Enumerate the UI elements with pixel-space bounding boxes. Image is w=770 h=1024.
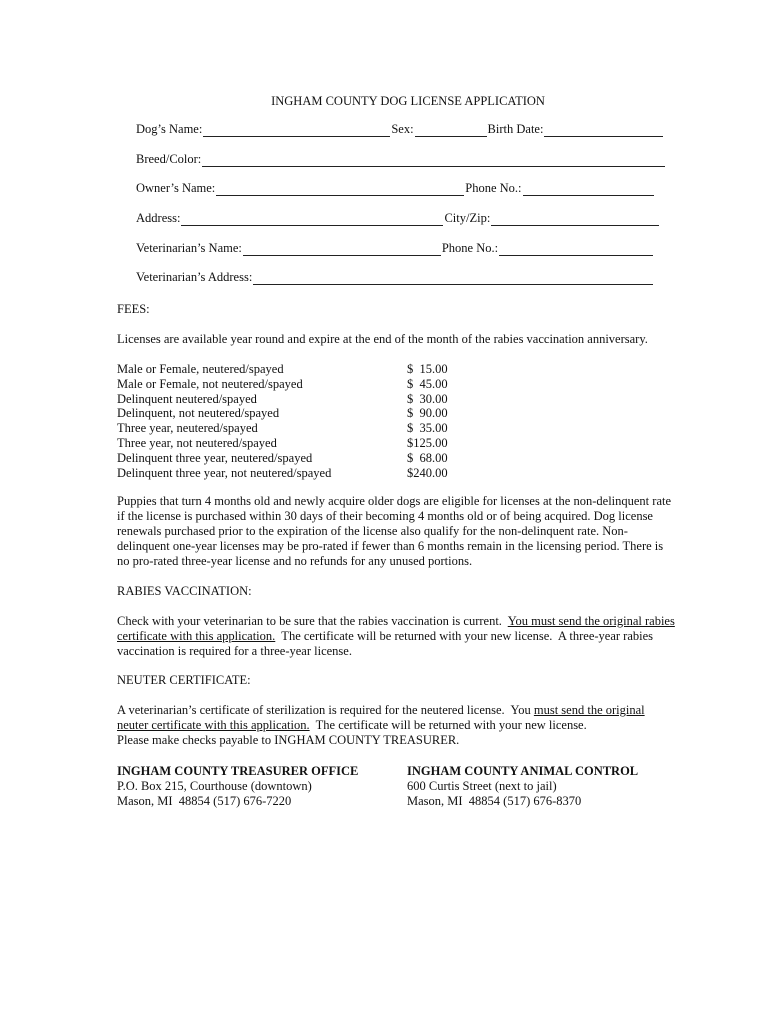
vet-address-input[interactable] [253,272,653,285]
fee-label: Delinquent neutered/spayed [117,391,257,406]
rabies-heading: RABIES VACCINATION: [117,584,252,598]
phone-no-input[interactable] [523,183,654,196]
phone-no-label: Phone No.: [465,181,522,195]
fee-amount: $ 90.00 [407,406,448,421]
birth-date-field[interactable] [544,123,663,137]
rabies-underlined: You must send the original rabies certificate with this application. [117,614,675,643]
birth-date-label: Birth Date: [487,122,544,136]
fee-amount: $240.00 [407,465,448,480]
city-zip-field[interactable] [491,212,659,226]
fee-amount: $ 68.00 [407,450,448,465]
contact-line2: Mason, MI 48854 (517) 676-7220 [117,794,292,808]
fee-label: Three year, not neutered/spayed [117,435,277,450]
treasurer-contact [117,764,358,809]
breed-color-field[interactable] [202,153,665,167]
vet-address-field[interactable] [253,271,653,285]
sex-input[interactable] [415,124,487,137]
fee-row [117,392,457,407]
address-label: Address: [136,211,181,225]
contact-name: INGHAM COUNTY ANIMAL CONTROL [407,764,639,778]
fee-label: Delinquent three year, not neutered/spayed [117,465,332,480]
neuter-heading: NEUTER CERTIFICATE: [117,673,251,687]
neuter-underlined: must send the original neuter certificate with this application. [117,703,645,732]
fee-amount: $ 35.00 [407,421,448,436]
fee-row [117,406,457,421]
animal-control-contact [407,764,638,809]
fee-amount: $ 45.00 [407,376,448,391]
form-row-dog [136,122,664,137]
fee-label: Delinquent, not neutered/spayed [117,406,280,421]
neuter-text-2: The certificate will be returned with your new license. [309,718,587,732]
vet-phone-field[interactable] [499,242,653,256]
breed-color-input[interactable] [202,154,665,167]
fee-row [117,466,457,481]
vet-phone-label: Phone No.: [441,241,499,255]
sex-label: Sex: [391,122,414,136]
sex-field[interactable] [415,123,487,137]
fee-row [117,377,457,392]
dogs-name-input[interactable] [203,124,390,137]
owners-name-input[interactable] [216,183,464,196]
vet-name-label: Veterinarian’s Name: [136,241,242,255]
fee-row [117,421,457,436]
rabies-text-1: Check with your veterinarian to be sure that the rabies vaccination is current. [117,614,508,628]
contact-line1: 600 Curtis Street (next to jail) [407,779,557,793]
fee-label: Three year, neutered/spayed [117,421,258,436]
owners-name-label: Owner’s Name: [136,181,216,195]
checks-note: Please make checks payable to INGHAM COUNTY TREASURER. [117,733,460,747]
vet-name-field[interactable] [243,242,441,256]
owners-name-field[interactable] [216,182,464,196]
dogs-name-field[interactable] [203,123,390,137]
address-input[interactable] [181,213,443,226]
vet-name-input[interactable] [243,243,441,256]
fee-label: Male or Female, neutered/spayed [117,362,284,376]
city-zip-label: City/Zip: [444,211,491,225]
phone-no-field[interactable] [523,182,654,196]
page-title: INGHAM COUNTY DOG LICENSE APPLICATION [271,94,545,108]
rabies-text-2: The certificate will be returned with your new license. A three-year rabies vaccination is required for a three-year license. [117,629,657,658]
form-row-vet-address [136,270,654,285]
fee-row [117,451,457,466]
form-row-breed [136,152,666,167]
address-field[interactable] [181,212,443,226]
contact-line2: Mason, MI 48854 (517) 676-8370 [407,794,582,808]
city-zip-input[interactable] [491,213,659,226]
fee-label: Male or Female, not neutered/spayed [117,376,303,391]
breed-color-label: Breed/Color: [136,152,202,166]
fee-amount: $ 30.00 [407,391,448,406]
fee-label: Delinquent three year, neutered/spayed [117,450,313,465]
fee-row [117,436,457,451]
form-row-vet [136,241,654,256]
fee-table [117,362,457,480]
rabies-text [117,614,677,659]
form-row-owner [136,181,655,196]
neuter-text [117,703,677,733]
dogs-name-label: Dog’s Name: [136,122,203,136]
puppies-note: Puppies that turn 4 months old and newly acquire older dogs are eligible for licenses at the non-delinquent rate if the license is purchased within 30 days of their becoming 4 months old or of being acquired. Dog license renewals purchased prior to the expiration of the license also qualify for the non-delinquent rate. Non-delinquent one-year licenses may be pro-rated if fewer than 6 months remain in the licensing period. There is no pro-rated three-year license and no refunds for any unused portions. [117,494,672,568]
form-row-address [136,211,660,226]
contact-line1: P.O. Box 215, Courthouse (downtown) [117,779,312,793]
fee-row [117,362,457,377]
fee-amount: $ 15.00 [407,362,448,376]
birth-date-input[interactable] [544,124,663,137]
vet-phone-input[interactable] [499,243,653,256]
fees-intro: Licenses are available year round and expire at the end of the month of the rabies vaccination anniversary. [117,332,648,346]
vet-address-label: Veterinarian’s Address: [136,270,253,284]
neuter-text-1: A veterinarian’s certificate of sterilization is required for the neutered license. You [117,703,534,717]
fee-amount: $125.00 [407,435,448,450]
contact-name: INGHAM COUNTY TREASURER OFFICE [117,764,359,778]
fees-heading: FEES: [117,302,150,316]
